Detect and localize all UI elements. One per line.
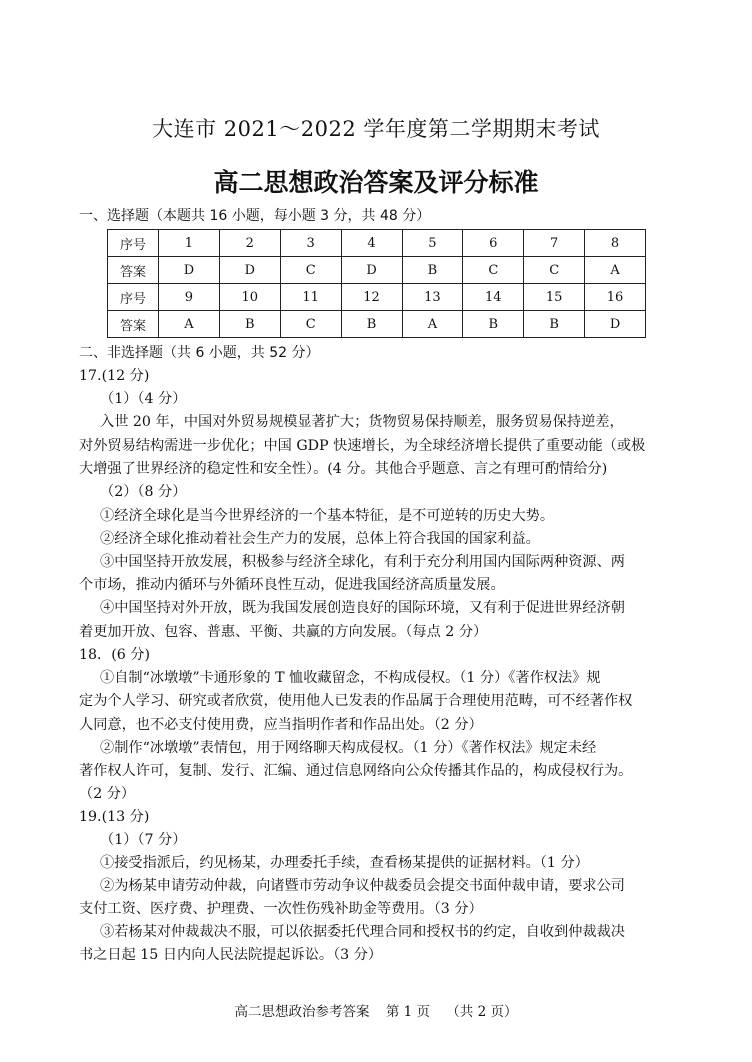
text-line: ②制作“冰墩墩”表情包，用于网络聊天构成侵权。（1 分）《著作权法》规定未经 bbox=[100, 740, 597, 756]
table-row bbox=[108, 284, 646, 311]
section2-heading: 二、非选择题（共 6 小题，共 52 分） bbox=[79, 345, 320, 361]
table-cell: B bbox=[524, 311, 585, 338]
table-cell: 12 bbox=[341, 284, 402, 311]
table-cell: 6 bbox=[463, 230, 524, 257]
text-line: ①自制“冰墩墩”卡通形象的 T 恤收藏留念，不构成侵权。（1 分）《著作权法》规 bbox=[100, 670, 601, 686]
text-line: ③中国坚持开放发展，积极参与经济全球化，有利于充分利用国内国际两种资源、两 bbox=[100, 554, 625, 570]
q17-part2-heading: （2）（8 分） bbox=[100, 484, 187, 500]
table-cell: C bbox=[280, 257, 341, 284]
text-line: 大增强了世界经济的稳定性和安全性）。(4 分。其他合乎题意、言之有理可酌情给分) bbox=[79, 461, 608, 477]
question-19-heading: 19.(13 分) bbox=[79, 809, 150, 825]
text-line: ①经济全球化是当今世界经济的一个基本特征，是不可逆转的历史大势。 bbox=[100, 508, 555, 524]
question-17-heading: 17.(12 分) bbox=[79, 368, 150, 384]
table-cell: 8 bbox=[585, 230, 646, 257]
table-cell: D bbox=[159, 257, 220, 284]
page-title: 高二思想政治答案及评分标准 bbox=[213, 168, 539, 197]
table-cell: 3 bbox=[280, 230, 341, 257]
text-line: 个市场，推动内循环与外循环良性互动，促进我国经济高质量发展。 bbox=[79, 577, 505, 593]
table-row bbox=[108, 311, 646, 338]
table-cell: A bbox=[402, 311, 463, 338]
table-cell: 7 bbox=[524, 230, 585, 257]
table-cell: 4 bbox=[341, 230, 402, 257]
page-footer bbox=[0, 1000, 752, 1020]
table-cell: B bbox=[463, 311, 524, 338]
table-cell: C bbox=[524, 257, 585, 284]
table-cell: 13 bbox=[402, 284, 463, 311]
table-cell: D bbox=[219, 257, 280, 284]
table-cell: 11 bbox=[280, 284, 341, 311]
text-line: ③若杨某对仲裁裁决不服，可以依据委托代理合同和授权书的约定，自收到仲裁裁决 bbox=[100, 924, 625, 940]
table-cell: D bbox=[585, 311, 646, 338]
q19-part1-heading: （1）（7 分） bbox=[100, 832, 187, 848]
table-cell: B bbox=[219, 311, 280, 338]
text-line: ②经济全球化推动着社会生产力的发展，总体上符合我国的国家利益。 bbox=[100, 531, 540, 547]
table-cell: 1 bbox=[159, 230, 220, 257]
text-line: ④中国坚持对外开放，既为我国发展创造良好的国际环境，又有利于促进世界经济朝 bbox=[100, 600, 625, 616]
footer-total-pages: （共 2 页） bbox=[446, 1004, 518, 1020]
row-label: 答案 bbox=[108, 257, 159, 284]
footer-doc-title: 高二思想政治参考答案 bbox=[234, 1004, 370, 1020]
table-cell: C bbox=[280, 311, 341, 338]
text-line: 支付工资、医疗费、护理费、一次性伤残补助金等费用。（3 分） bbox=[79, 901, 483, 917]
table-row bbox=[108, 230, 646, 257]
q17-part1-heading: （1）（4 分） bbox=[100, 391, 187, 407]
text-line: 著作权人许可，复制、发行、汇编、通过信息网络向公众传播其作品的，构成侵权行为。 bbox=[79, 763, 633, 779]
text-line: 定为个人学习、研究或者欣赏，使用他人已发表的作品属于合理使用范畴，可不经著作权 bbox=[79, 693, 633, 709]
row-label: 序号 bbox=[108, 230, 159, 257]
footer-page-number: 第 1 页 bbox=[385, 1004, 430, 1020]
table-cell: 14 bbox=[463, 284, 524, 311]
text-line: 人同意，也不必支付使用费，应当指明作者和作品出处。（2 分） bbox=[79, 717, 483, 733]
table-cell: 16 bbox=[585, 284, 646, 311]
table-cell: B bbox=[402, 257, 463, 284]
table-cell: D bbox=[341, 257, 402, 284]
row-label: 序号 bbox=[108, 284, 159, 311]
row-label: 答案 bbox=[108, 311, 159, 338]
table-cell: B bbox=[341, 311, 402, 338]
table-cell: 5 bbox=[402, 230, 463, 257]
table-cell: C bbox=[463, 257, 524, 284]
table-cell: 2 bbox=[219, 230, 280, 257]
table-row bbox=[108, 257, 646, 284]
text-line: 对外贸易结构需进一步优化；中国 GDP 快速增长，为全球经济增长提供了重要动能（或极 bbox=[79, 438, 646, 454]
table-cell: A bbox=[585, 257, 646, 284]
text-line: ①接受指派后，约见杨某，办理委托手续，查看杨某提供的证据材料。（1 分） bbox=[100, 855, 589, 871]
table-cell: A bbox=[159, 311, 220, 338]
text-line: （2 分） bbox=[79, 786, 136, 802]
exam-title: 大连市 2021～2022 学年度第二学期期末考试 bbox=[152, 117, 600, 141]
table-cell: 15 bbox=[524, 284, 585, 311]
question-18-heading: 18．(6 分) bbox=[79, 647, 151, 663]
table-cell: 9 bbox=[159, 284, 220, 311]
section1-heading: 一、选择题（本题共 16 小题，每小题 3 分，共 48 分） bbox=[79, 208, 431, 224]
text-line: 着更加开放、包容、普惠、平衡、共赢的方向发展。（每点 2 分） bbox=[79, 624, 488, 640]
answer-table bbox=[107, 229, 646, 338]
table-cell: 10 bbox=[219, 284, 280, 311]
text-line: 书之日起 15 日内向人民法院提起诉讼。（3 分） bbox=[79, 947, 383, 963]
text-line: ②为杨某申请劳动仲裁，向诸暨市劳动争议仲裁委员会提交书面仲裁申请，要求公司 bbox=[100, 878, 625, 894]
text-line: 入世 20 年，中国对外贸易规模显著扩大；货物贸易保持顺差，服务贸易保持逆差， bbox=[100, 414, 624, 430]
